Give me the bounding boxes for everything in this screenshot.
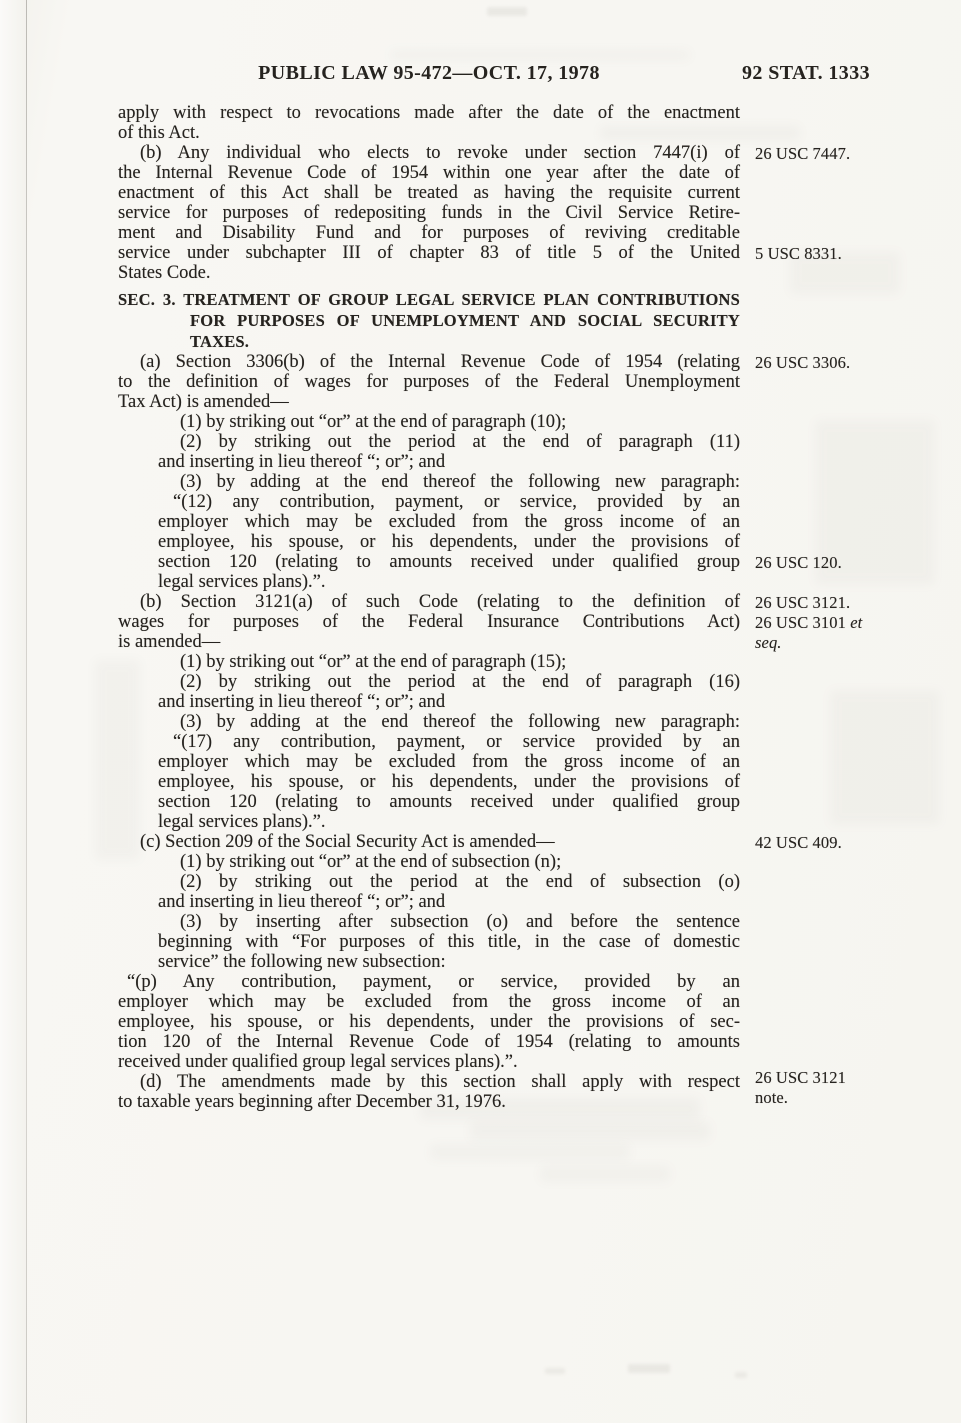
text-line: and inserting in lieu thereof “; or”; and <box>158 452 446 472</box>
page-edge-shade <box>0 0 26 1423</box>
text-line: (2) by striking out the period at the end of subsection (o) <box>180 872 740 892</box>
text-line: States Code. <box>118 263 211 283</box>
text-line: (3) by adding at the end thereof the following new paragraph: <box>180 472 740 492</box>
list-item-3 <box>118 712 740 732</box>
section-3-heading <box>118 289 740 352</box>
paragraph-b-revoke <box>118 143 740 283</box>
text-line: the Internal Revenue Code of 1954 within one year after the date of <box>118 163 740 183</box>
text-line: and inserting in lieu thereof “; or”; and <box>158 892 446 912</box>
scan-mark <box>487 7 527 16</box>
list-item-1 <box>118 412 740 432</box>
paragraph-a-sec3306 <box>118 352 740 412</box>
margin-note-usc-120: 26 USC 120. <box>755 553 842 572</box>
bleed-smudge <box>390 50 690 60</box>
body-text-column <box>118 103 740 1112</box>
text-line: (1) by striking out “or” at the end of paragraph (15); <box>180 652 567 672</box>
text-line: wages for purposes of the Federal Insurance Contributions Act) <box>118 612 740 632</box>
margin-note-usc-3101-et-seq <box>755 613 873 653</box>
scan-mark <box>628 1364 670 1373</box>
heading-line: FOR PURPOSES OF UNEMPLOYMENT AND SOCIAL SECURITY <box>190 311 740 330</box>
bleed-smudge <box>430 1144 630 1160</box>
text-line: (a) Section 3306(b) of the Internal Revenue Code of 1954 (relating <box>140 352 740 372</box>
text-line: to taxable years beginning after December 31, 1976. <box>118 1092 506 1112</box>
text-line: employer which may be excluded from the gross income of an <box>158 752 740 772</box>
margin-note-usc-409: 42 USC 409. <box>755 833 842 852</box>
list-item-3 <box>118 472 740 492</box>
text-line: service for purposes of redepositing funds in the Civil Service Retire- <box>118 203 740 223</box>
margin-note-usc-3121: 26 USC 3121. <box>755 593 851 612</box>
text-line: is amended— <box>118 632 221 652</box>
bleed-smudge <box>540 1166 670 1182</box>
text-line: service” the following new subsection: <box>158 952 446 972</box>
paragraph-d-effective-date <box>118 1072 740 1112</box>
text-line: (c) Section 209 of the Social Security Act is amended— <box>140 832 555 852</box>
text-line: (1) by striking out “or” at the end of subsection (n); <box>180 852 562 872</box>
text-line: (1) by striking out “or” at the end of paragraph (10); <box>180 412 567 432</box>
text-line: section 120 (relating to amounts received under qualified group <box>158 792 740 812</box>
text-line: (3) by inserting after subsection (o) and before the sentence <box>180 912 740 932</box>
text-line: apply with respect to revocations made after the date of the enactment <box>118 103 740 123</box>
margin-note-usc-3121-note: 26 USC 3121 note. <box>755 1068 846 1107</box>
scan-mark <box>735 1372 747 1378</box>
margin-note-usc-8331: 5 USC 8331. <box>755 244 842 263</box>
quoted-paragraph-17 <box>118 732 740 832</box>
text-line: (d) The amendments made by this section shall apply with respect <box>140 1072 740 1092</box>
text-line: employer which may be excluded from the gross income of an <box>158 512 740 532</box>
paragraph-c-sec209 <box>118 832 740 852</box>
text-line: “(17) any contribution, payment, or service provided by an <box>173 732 740 752</box>
text-line: beginning with “For purposes of this title, in the case of domestic <box>158 932 740 952</box>
paragraph-b-sec3121 <box>118 592 740 652</box>
list-item-2 <box>118 672 740 712</box>
heading-line: TAXES. <box>190 332 250 351</box>
list-item-2 <box>118 432 740 472</box>
page-edge-line <box>26 0 27 1423</box>
text-line: (2) by striking out the period at the end of paragraph (11) <box>180 432 740 452</box>
text-line: legal services plans).”. <box>158 572 326 592</box>
text-line: legal services plans).”. <box>158 812 326 832</box>
quoted-paragraph-12 <box>118 492 740 592</box>
margin-note-usc-3306: 26 USC 3306. <box>755 353 851 372</box>
text-line: enactment of this Act shall be treated as having the requisite current <box>118 183 740 203</box>
list-item-3 <box>118 912 740 972</box>
note-text: 26 USC 3101 <box>755 613 846 632</box>
scan-mark <box>545 1368 565 1374</box>
text-line: tion 120 of the Internal Revenue Code of 1954 (relating to amounts <box>118 1032 740 1052</box>
text-line: and inserting in lieu thereof “; or”; and <box>158 692 446 712</box>
list-item-1 <box>118 652 740 672</box>
running-head-stat-citation: 92 STAT. 1333 <box>742 62 870 84</box>
text-line: employee, his spouse, or his dependents, under the provisions of sec- <box>118 1012 740 1032</box>
continuation-paragraph <box>118 103 740 143</box>
text-line: to the definition of wages for purposes of the Federal Unemployment <box>118 372 740 392</box>
text-line: received under qualified group legal services plans).”. <box>118 1052 518 1072</box>
text-line: service under subchapter III of chapter 83 of title 5 of the United <box>118 243 740 263</box>
text-line: Tax Act) is amended— <box>118 392 289 412</box>
text-line: employer which may be excluded from the gross income of an <box>118 992 740 1012</box>
text-line: “(12) any contribution, payment, or service, provided by an <box>173 492 740 512</box>
note-italic-text: et seq. <box>755 613 863 652</box>
list-item-1 <box>118 852 740 872</box>
text-line: employee, his spouse, or his dependents, under the provisions of <box>158 772 740 792</box>
margin-note-usc-7447: 26 USC 7447. <box>755 144 851 163</box>
running-head-title: PUBLIC LAW 95-472—OCT. 17, 1978 <box>258 62 600 84</box>
text-line: (2) by striking out the period at the end of paragraph (16) <box>180 672 740 692</box>
text-line: employee, his spouse, or his dependents, under the provisions of <box>158 532 740 552</box>
text-line: section 120 (relating to amounts received under qualified group <box>158 552 740 572</box>
text-line: of this Act. <box>118 123 200 143</box>
text-line: (3) by adding at the end thereof the following new paragraph: <box>180 712 740 732</box>
text-line: (b) Section 3121(a) of such Code (relating to the definition of <box>140 592 740 612</box>
heading-line: SEC. 3. TREATMENT OF GROUP LEGAL SERVICE PLAN CONTRIBUTIONS <box>118 290 740 309</box>
bleed-smudge <box>470 1122 710 1140</box>
text-line: ment and Disability Fund and for purposes of reviving creditable <box>118 223 740 243</box>
quoted-paragraph-p <box>118 972 740 1072</box>
bleed-smudge <box>830 690 940 825</box>
text-line: (b) Any individual who elects to revoke under section 7447(i) of <box>140 143 740 163</box>
text-line: “(p) Any contribution, payment, or service, provided by an <box>127 972 740 992</box>
list-item-2 <box>118 872 740 912</box>
